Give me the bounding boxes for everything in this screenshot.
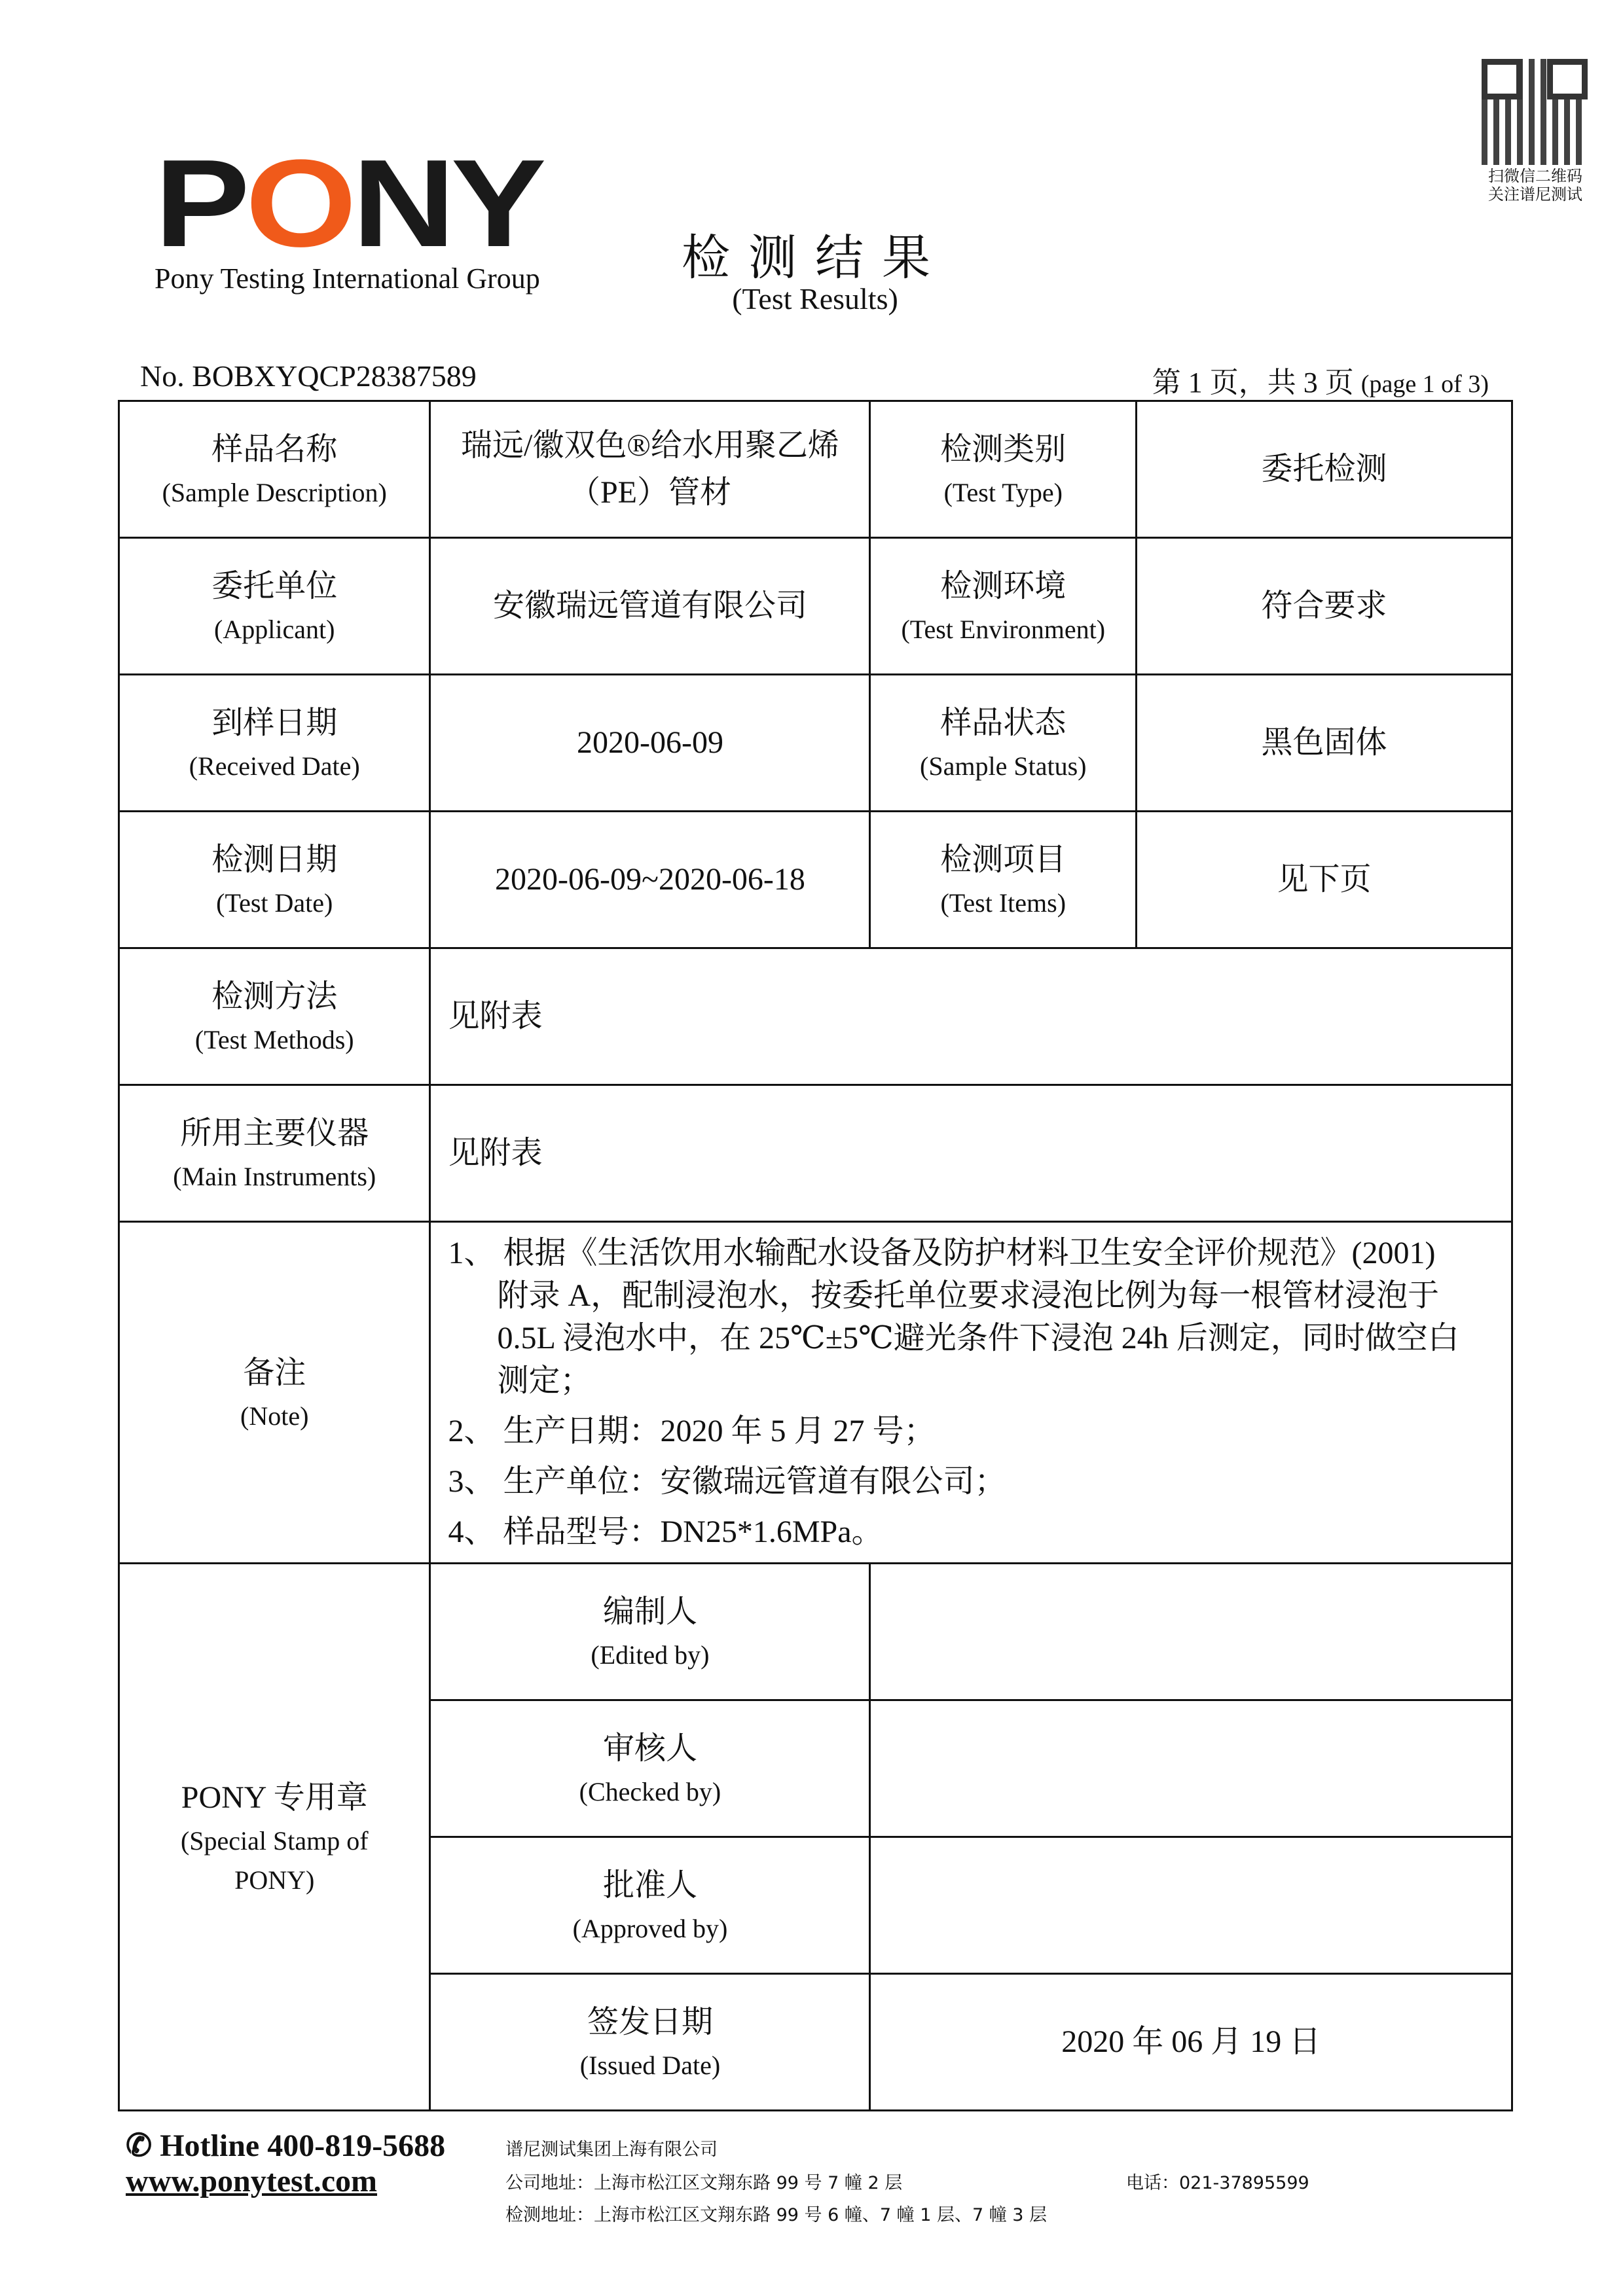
table-row <box>119 675 1512 812</box>
applicant-value: 安徽瑞远管道有限公司 <box>430 538 870 675</box>
table-row <box>119 812 1512 948</box>
sample-desc-value: 瑞远/徽双色®给水用聚乙烯（PE）管材 <box>430 401 870 538</box>
page-cn: 第 1 页，共 3 页 <box>1152 367 1354 399</box>
test-env-value: 符合要求 <box>1137 538 1512 675</box>
label-cell: 批准人 (Approved by) <box>430 1837 870 1974</box>
results-table <box>118 400 1513 2111</box>
qr-caption <box>1467 167 1604 204</box>
label-cell: 编制人 (Edited by) <box>430 1564 870 1700</box>
received-value: 2020-06-09 <box>430 675 870 812</box>
footer-lab-address: 检测地址：上海市松江区文翔东路 99 号 6 幢、7 幢 1 层、7 幢 3 层 <box>505 2205 1048 2225</box>
label-cell: 签发日期 (Issued Date) <box>430 1974 870 2111</box>
sample-status-value: 黑色固体 <box>1137 675 1512 812</box>
label-cell: 样品名称 (Sample Description) <box>119 401 430 538</box>
footer-phone: 电话：021-37895599 <box>1126 2173 1309 2193</box>
pony-logo: PONY <box>155 134 542 273</box>
table-row <box>119 538 1512 675</box>
table-row <box>119 401 1512 538</box>
hotline: ✆ Hotline 400-819-5688 <box>126 2128 446 2163</box>
approved-value <box>870 1837 1512 1974</box>
test-items-value: 见下页 <box>1137 812 1512 948</box>
website-link[interactable]: www.ponytest.com <box>126 2164 377 2198</box>
issued-value: 2020 年 06 月 19 日 <box>870 1974 1512 2111</box>
table-row <box>119 1222 1512 1564</box>
label-cell: 备注 (Note) <box>119 1222 430 1564</box>
methods-value: 见附表 <box>430 948 1512 1085</box>
table-row <box>119 948 1512 1085</box>
label-cell: 检测日期 (Test Date) <box>119 812 430 948</box>
page-indicator <box>1152 359 1489 401</box>
table-row <box>119 1564 1512 1700</box>
table-row <box>119 1085 1512 1222</box>
label-cell: 检测方法 (Test Methods) <box>119 948 430 1085</box>
document-title-en: (Test Results) <box>732 282 898 315</box>
qr-code <box>1482 59 1588 165</box>
label-cell: 样品状态 (Sample Status) <box>870 675 1137 812</box>
checked-value <box>870 1700 1512 1837</box>
notes-value: 1、 根据《生活饮用水输配水设备及防护材料卫生安全评价规范》(2001) 附录 A，配制浸泡水，按委托单位要求浸泡比例为每一根管材浸泡于 0.5L 浸泡水中，在 25℃±5℃避光条件下浸泡 24h 后测定，同时做空白 测定； 2、 生产日期：2020 年 5 月 27 号； 3、 生产单位：安徽瑞远管道有限公司； 4、 样品型号：DN25*1.6MPa。 <box>430 1222 1512 1564</box>
stamp-cell: PONY 专用章 (Special Stamp of PONY) <box>119 1564 430 2111</box>
test-type-value: 委托检测 <box>1137 401 1512 538</box>
label-cell: 检测项目 (Test Items) <box>870 812 1137 948</box>
footer-address: 公司地址：上海市松江区文翔东路 99 号 7 幢 2 层 <box>505 2173 903 2193</box>
company-name-en: Pony Testing International Group <box>155 262 540 295</box>
label-cell: 到样日期 (Received Date) <box>119 675 430 812</box>
label-cell: 所用主要仪器 (Main Instruments) <box>119 1085 430 1222</box>
document-title: 检测结果 <box>682 230 949 286</box>
instruments-value: 见附表 <box>430 1085 1512 1222</box>
label-cell: 检测类别 (Test Type) <box>870 401 1137 538</box>
label-cell: 检测环境 (Test Environment) <box>870 538 1137 675</box>
qr-caption-1: 扫微信二维码 <box>1488 167 1582 185</box>
qr-caption-2: 关注谱尼测试 <box>1488 185 1582 204</box>
label-cell: 审核人 (Checked by) <box>430 1700 870 1837</box>
edited-value <box>870 1564 1512 1700</box>
label-cell: 委托单位 (Applicant) <box>119 538 430 675</box>
footer-company: 谱尼测试集团上海有限公司 <box>505 2140 718 2160</box>
page-en: (page 1 of 3) <box>1360 370 1489 398</box>
report-number: No. BOBXYQCP28387589 <box>140 359 477 393</box>
test-date-value: 2020-06-09~2020-06-18 <box>430 812 870 948</box>
